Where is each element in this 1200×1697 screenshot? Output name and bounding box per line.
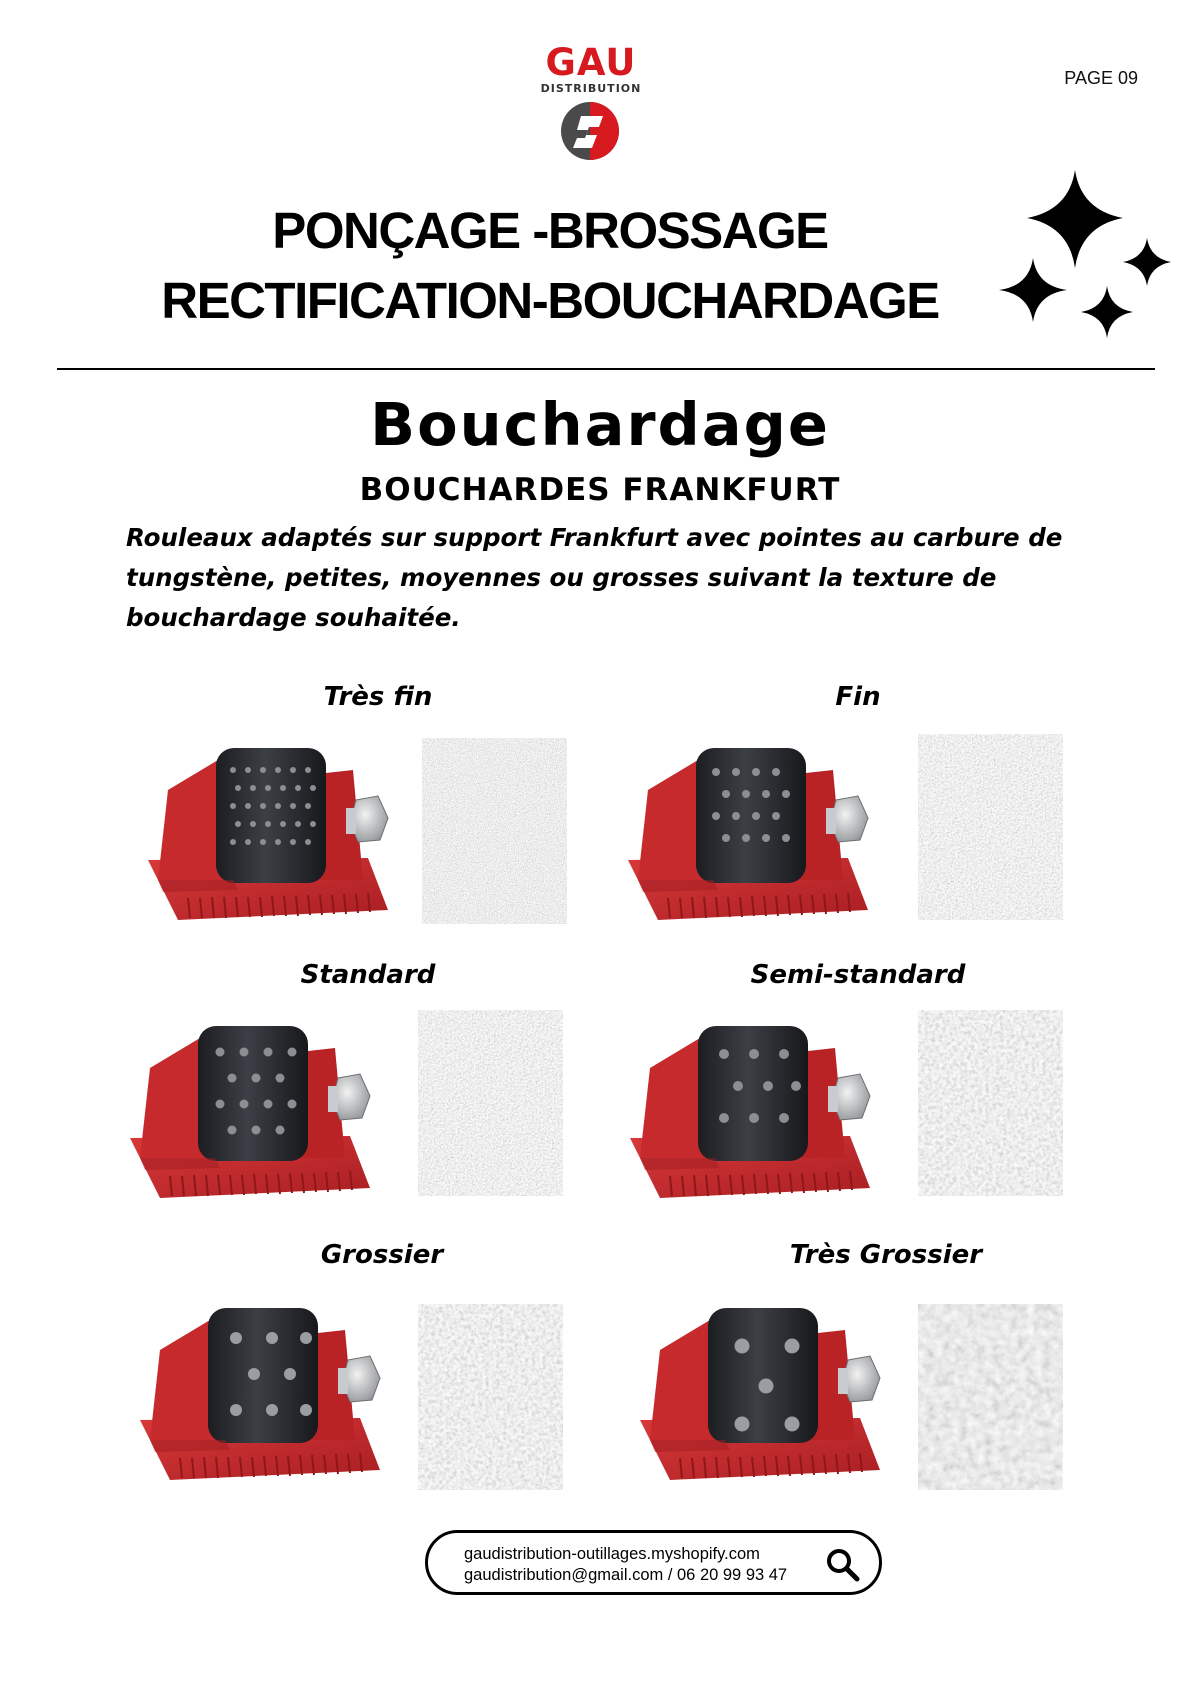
logo-mark-icon [559,100,621,162]
variant-label-tres-fin: Très fin [323,682,433,712]
contact-footer [425,1530,882,1595]
page-number: PAGE 09 [1064,68,1138,88]
variant-label-standard: Standard [300,960,436,990]
search-icon[interactable] [825,1547,861,1583]
roller-image-tres-grossier [630,1290,900,1500]
variant-label-semi-standard: Semi-standard [750,960,966,990]
logo-subtitle-text: DISTRIBUTION [540,82,642,95]
title-line-2: RECTIFICATION-BOUCHARDAGE [161,272,939,329]
texture-sample-fin [918,734,1063,920]
variant-label-tres-grossier: Très Grossier [789,1240,983,1270]
texture-sample-standard [418,1010,563,1196]
roller-image-tres-fin [138,730,408,940]
roller-image-fin [618,730,888,940]
gau-distribution-logo [526,41,656,156]
section-description: Rouleaux adaptés sur support Frankfurt avec pointes au carbure de tungstène, petites, moyennes ou grosses suivant la texture de bouchardage souhaitée. [126,523,1063,632]
logo-brand-text: GAU [545,41,637,84]
section-title: Bouchardage [370,390,830,459]
roller-image-semi-standard [620,1008,890,1218]
sparkle-stars-icon [995,170,1195,350]
roller-image-grossier [130,1290,400,1500]
footer-website[interactable]: gaudistribution-outillages.myshopify.com [464,1545,760,1563]
variant-label-fin: Fin [835,682,881,712]
footer-contact: gaudistribution@gmail.com / 06 20 99 93 47 [464,1566,788,1584]
section-subtitle: BOUCHARDES FRANKFURT [359,472,841,508]
texture-sample-tres-grossier [918,1304,1063,1490]
variant-label-grossier: Grossier [320,1240,444,1270]
footer-text [464,1544,787,1586]
texture-sample-semi-standard [918,1010,1063,1196]
texture-sample-grossier [418,1304,563,1490]
texture-sample-tres-fin [422,738,567,924]
roller-image-standard [120,1008,390,1218]
page-title [100,196,1000,336]
title-line-1: PONÇAGE -BROSSAGE [272,202,828,259]
header-divider [57,368,1155,370]
